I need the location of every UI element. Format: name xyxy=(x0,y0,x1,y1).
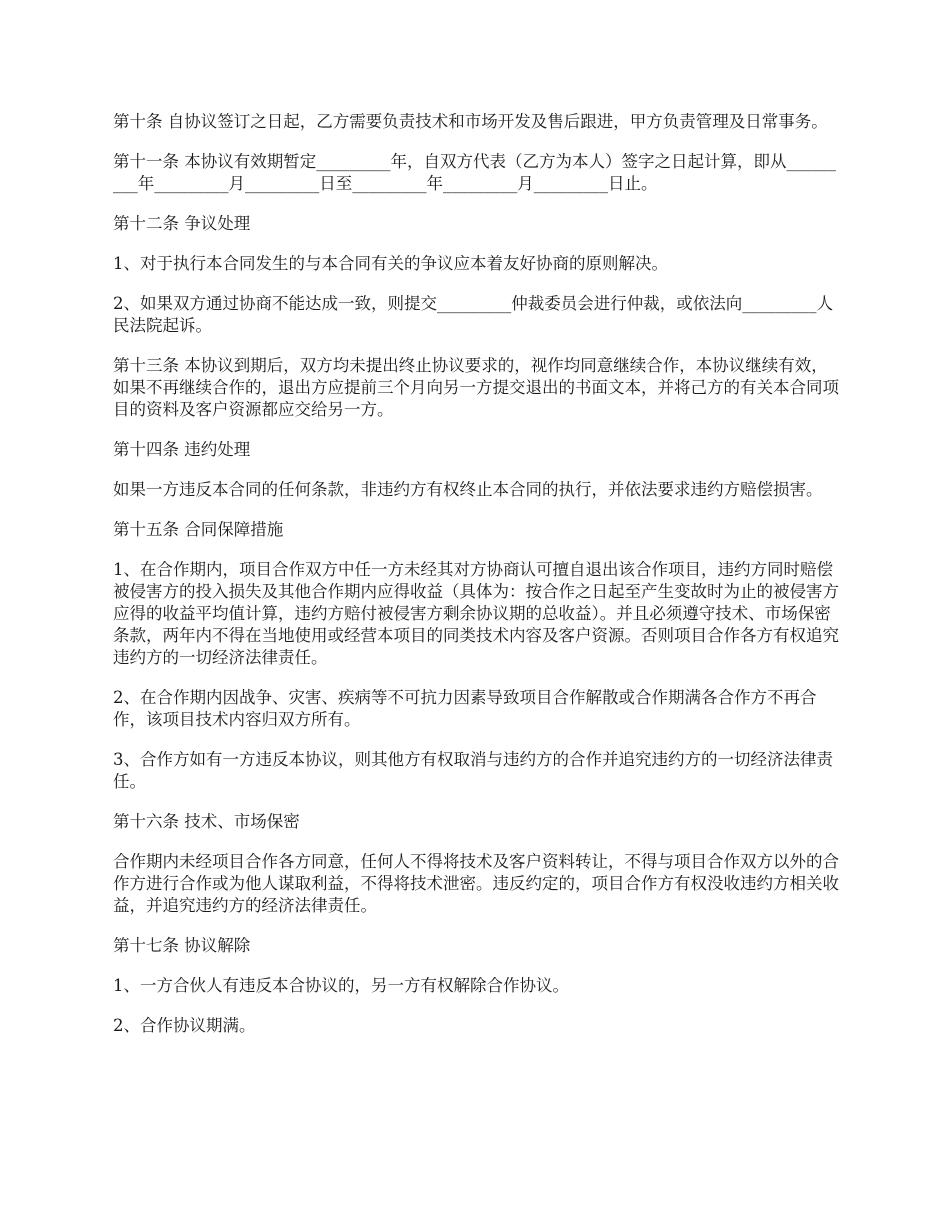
article-16-paragraph: 合作期内未经项目合作各方同意，任何人不得将技术及客户资料转让，不得与项目合作双方以外的合作方进行合作或为他人谋取利益，不得将技术泄密。违反约定的，项目合作方有权没收违约方相关收益，并追究违约方的经济法律责任。 xyxy=(113,852,839,915)
article-11-paragraph: 第十一条 本协议有效期暂定_________年，自双方代表（乙方为本人）签字之日起计算，即从_________年_________月_________日至_________年_________月_________日止。 xyxy=(113,152,836,193)
article-17-heading: 第十七条 协议解除 xyxy=(113,936,251,955)
article-15-item-3: 3、合作方如有一方违反本协议，则其他方有权取消与违约方的合作并追究违约方的一切经济法律责任。 xyxy=(113,750,833,791)
article-13-paragraph: 第十三条 本协议到期后，双方均未提出终止协议要求的，视作均同意继续合作，本协议继续有效，如果不再继续合作的，退出方应提前三个月向另一方提交退出的书面文本，并将己方的有关本合同项目的资料及客户资源都应交给另一方。 xyxy=(113,356,839,419)
document-body xyxy=(113,111,840,1055)
article-12-heading: 第十二条 争议处理 xyxy=(113,214,251,233)
article-17-item-2: 2、合作协议期满。 xyxy=(113,1016,256,1035)
article-10-paragraph: 第十条 自协议签订之日起，乙方需要负责技术和市场开发及售后跟进，甲方负责管理及日常事务。 xyxy=(113,112,828,131)
article-15-item-2: 2、在合作期内因战争、灾害、疾病等不可抗力因素导致项目合作解散或合作期满各合作方不再合作，该项目技术内容归双方所有。 xyxy=(113,688,817,729)
article-12-item-2: 2、如果双方通过协商不能达成一致，则提交_________仲裁委员会进行仲裁，或依法向_________人民法院起诉。 xyxy=(113,294,833,335)
article-15-heading: 第十五条 合同保障措施 xyxy=(113,520,284,539)
article-16-heading: 第十六条 技术、市场保密 xyxy=(113,812,300,831)
article-12-item-1: 1、对于执行本合同发生的与本合同有关的争议应本着友好协商的原则解决。 xyxy=(113,254,668,273)
article-14-heading: 第十四条 违约处理 xyxy=(113,440,251,459)
article-14-paragraph: 如果一方违反本合同的任何条款，非违约方有权终止本合同的执行，并依法要求违约方赔偿损害。 xyxy=(113,480,823,499)
article-17-item-1: 1、一方合伙人有违反本合协议的，另一方有权解除合作协议。 xyxy=(113,976,569,995)
article-15-item-1: 1、在合作期内，项目合作双方中任一方未经其对方协商认可擅自退出该合作项目，违约方同时赔偿被侵害方的投入损失及其他合作期内应得收益（具体为：按合作之日起至产生变故时为止的被侵害方应得的收益平均值计算，违约方赔付被侵害方剩余协议期的总收益）。并且必须遵守技术、市场保密条款，两年内不得在当地使用或经营本项目的同类技术内容及客户资源。否则项目合作各方有权追究违约方的一切经济法律责任。 xyxy=(113,560,839,667)
